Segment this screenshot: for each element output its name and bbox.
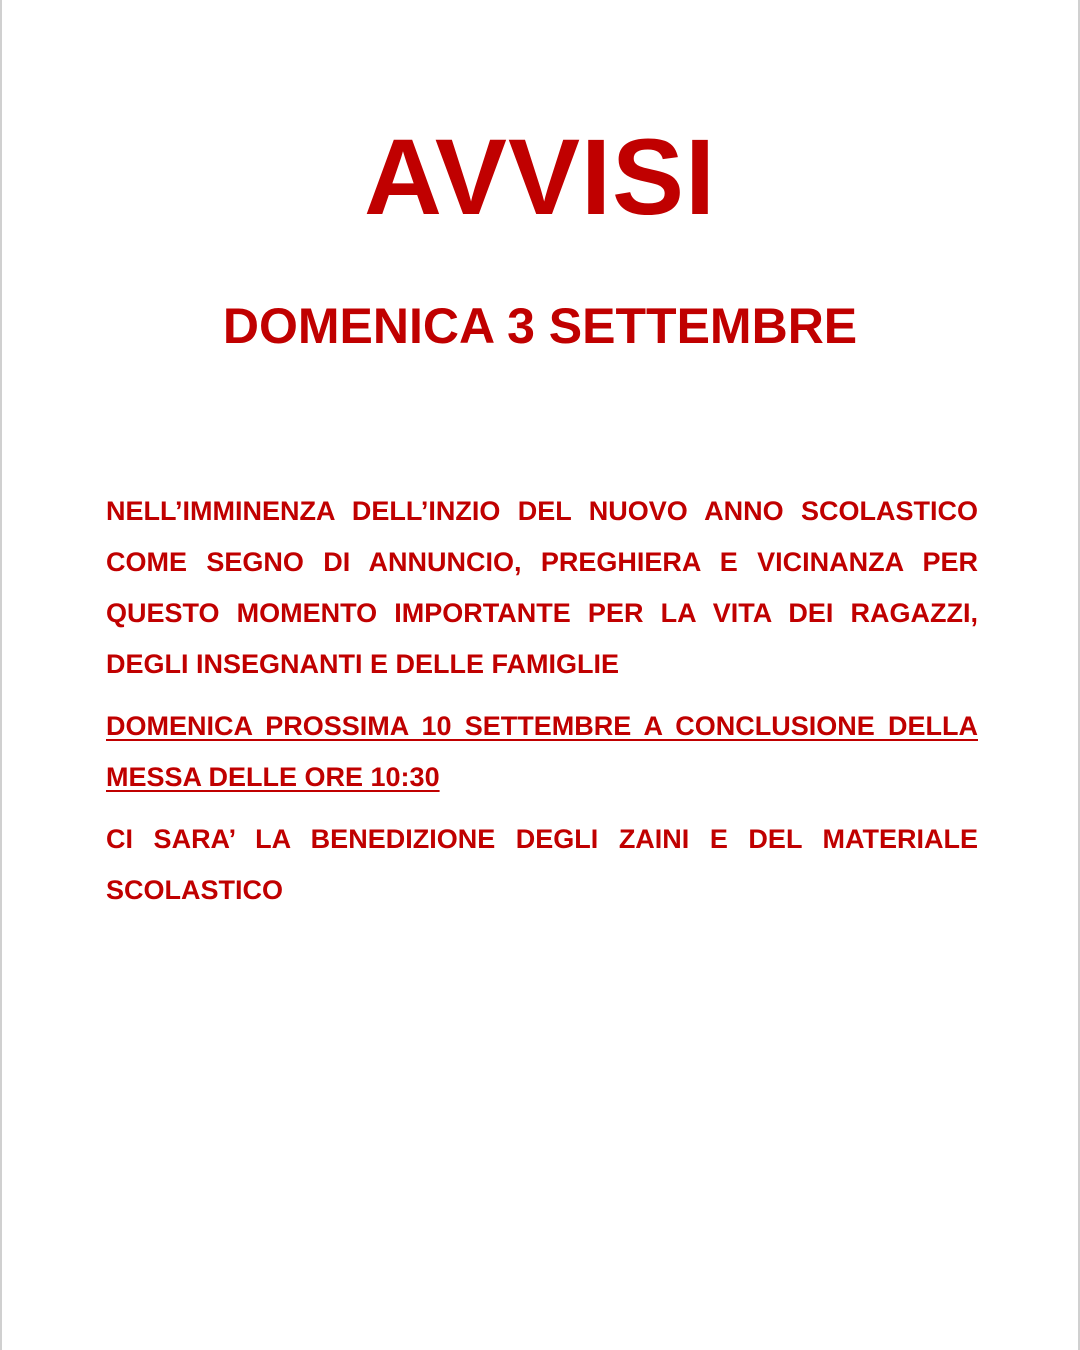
event-time-paragraph: DOMENICA PROSSIMA 10 SETTEMBRE A CONCLUSIONE DELLA MESSA DELLE ORE 10:30 xyxy=(106,711,978,792)
notice-date: DOMENICA 3 SETTEMBRE xyxy=(222,298,858,354)
page-title: AVVISI xyxy=(363,116,717,237)
intro-paragraph: NELL’IMMINENZA DELL’INZIO DEL NUOVO ANNO SCOLASTICO COME SEGNO DI ANNUNCIO, PREGHIERA E VICINANZA PER QUESTO MOMENTO IMPORTANTE PER LA VITA DEI RAGAZZI, DEGLI INSEGNANTI E DELLE FAMIGLIE xyxy=(106,496,978,679)
blessing-paragraph: CI SARA’ LA BENEDIZIONE DEGLI ZAINI E DEL MATERIALE SCOLASTICO xyxy=(106,824,978,905)
